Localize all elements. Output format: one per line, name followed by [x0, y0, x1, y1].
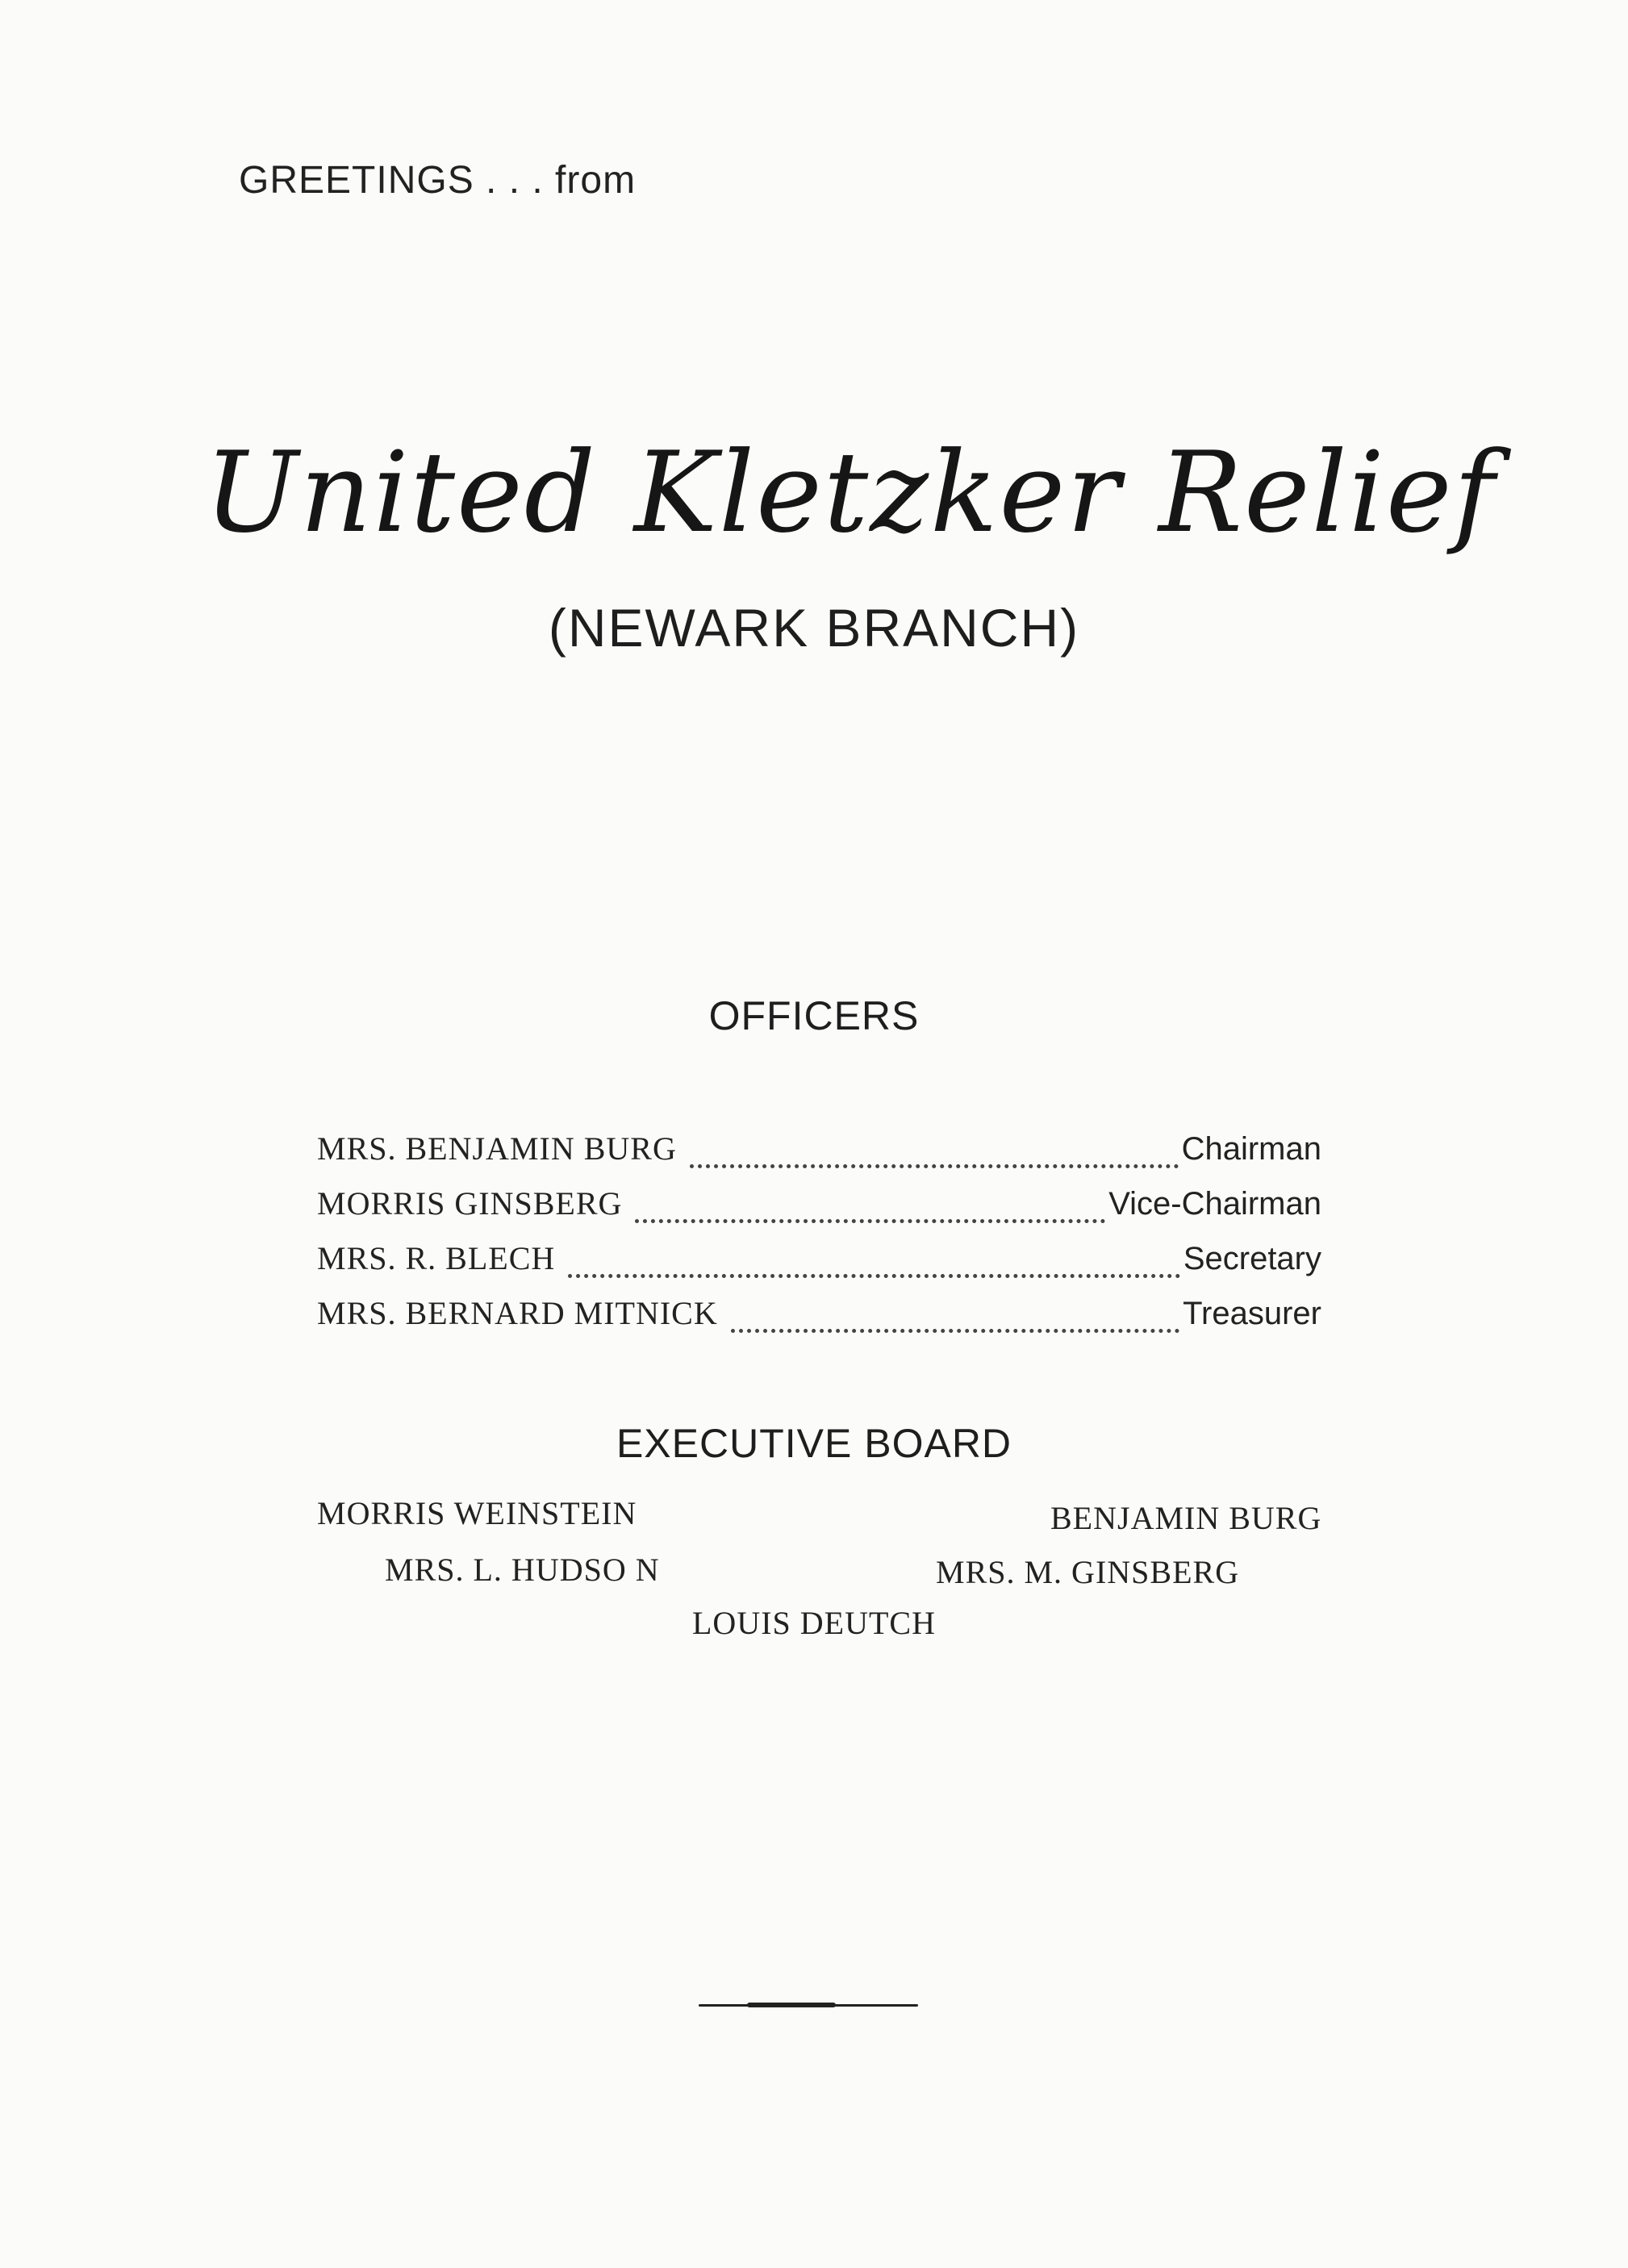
dot-leader: [568, 1274, 1180, 1278]
dot-leader: [635, 1219, 1105, 1223]
officer-row: [317, 1239, 1321, 1294]
officer-name: MRS. R. BLECH: [317, 1240, 556, 1276]
dot-leader: [731, 1329, 1179, 1333]
officer-row: [317, 1184, 1321, 1239]
officer-role: Vice-Chairman: [1108, 1186, 1321, 1222]
officer-role: Treasurer: [1183, 1296, 1321, 1331]
board-member: MRS. M. GINSBERG: [936, 1554, 1240, 1590]
officer-name: MRS. BERNARD MITNICK: [317, 1295, 718, 1331]
officers-heading: OFFICERS: [708, 993, 920, 1038]
officer-name: MORRIS GINSBERG: [317, 1185, 623, 1222]
officer-role: Secretary: [1183, 1241, 1321, 1276]
officers-list: [317, 1130, 1321, 1349]
branch-subtitle: (NEWARK BRANCH): [548, 598, 1080, 658]
board-member: BENJAMIN BURG: [1050, 1500, 1322, 1536]
dot-leader: [690, 1164, 1179, 1168]
officer-role: Chairman: [1181, 1131, 1321, 1167]
board-member: MORRIS WEINSTEIN: [317, 1495, 637, 1531]
board-member: LOUIS DEUTCH: [692, 1605, 936, 1641]
greeting-line: GREETINGS . . . from: [239, 159, 637, 202]
ornamental-divider: [699, 2004, 918, 2007]
board-member: MRS. L. HUDSO N: [385, 1552, 660, 1588]
officer-row: [317, 1130, 1321, 1184]
officer-row: [317, 1294, 1321, 1349]
officer-name: MRS. BENJAMIN BURG: [317, 1130, 677, 1167]
organization-name: United Kletzker Relief: [204, 428, 1497, 558]
executive-board-heading: EXECUTIVE BOARD: [616, 1421, 1012, 1466]
